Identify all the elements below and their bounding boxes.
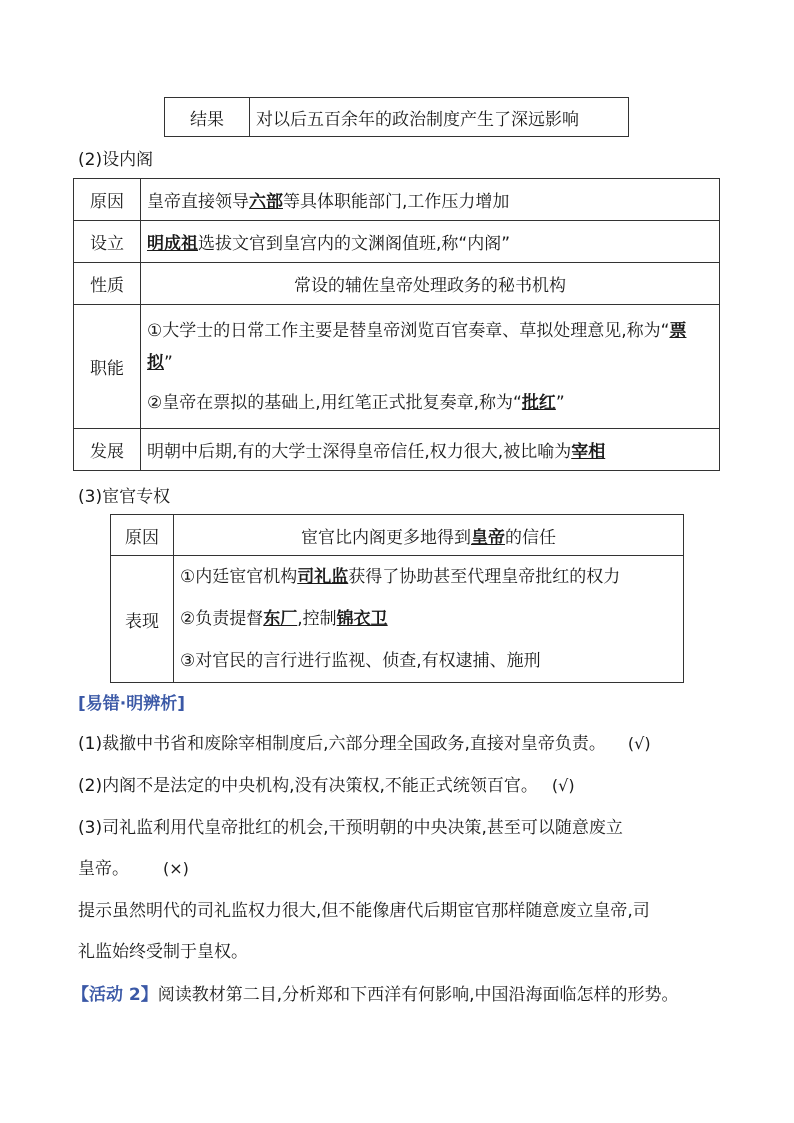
error-mark-3: (×) <box>163 859 189 878</box>
result-text: 对以后五百余年的政治制度产生了深远影响 <box>250 98 629 137</box>
result-label: 结果 <box>165 98 250 137</box>
keyword-piao: 票 <box>669 320 687 341</box>
error-item-3: (3)司礼监利用代皇帝批红的机会,干预明朝的中央决策,甚至可以随意废立 <box>78 818 623 838</box>
error-item-1: (1)裁撤中书省和废除宰相制度后,六部分理全国政务,直接对皇帝负责。 (√) <box>78 734 651 754</box>
eunuch-item3: ③对官民的言行进行监视、侦查,有权逮捕、施刑 <box>180 651 541 671</box>
eunuch-heading: (3)宦官专权 <box>78 487 171 507</box>
eunuch-reason-label: 原因 <box>111 515 174 556</box>
neige-reason-text: 皇帝直接领导六部等具体职能部门,工作压力增加 <box>141 179 720 221</box>
keyword-mingchengzu: 明成祖 <box>147 234 198 254</box>
eunuch-reason-text: 宦官比内阁更多地得到皇帝的信任 <box>174 515 684 556</box>
neige-development-text: 明朝中后期,有的大学士深得皇帝信任,权力很大,被比喻为宰相 <box>141 429 720 471</box>
hint-line-2: 礼监始终受制于皇权。 <box>78 942 248 962</box>
neige-development-label: 发展 <box>74 429 141 471</box>
keyword-silijian: 司礼监 <box>297 567 349 587</box>
eunuch-table <box>110 514 684 683</box>
neige-nature-label: 性质 <box>74 263 141 305</box>
errors-heading: [易错·明辨析] <box>78 694 185 714</box>
keyword-jinyiwei: 锦衣卫 <box>336 609 388 629</box>
error-item-3-cont: 皇帝。 (×) <box>78 859 189 879</box>
keyword-dongchang: 东厂 <box>263 609 298 629</box>
neige-function-text: ①大学士的日常工作主要是替皇帝浏览百官奏章、草拟处理意见,称为“票 拟” ②皇帝在票拟的基础上,用红笔正式批复奏章,称为“批红” <box>141 305 720 429</box>
error-mark-2: (√) <box>551 776 575 795</box>
result-table <box>164 97 629 137</box>
neige-function-label: 职能 <box>74 305 141 429</box>
activity-line <box>72 983 679 1007</box>
keyword-pihong: 批红 <box>521 392 556 413</box>
eunuch-performance-text: ①内廷宦官机构司礼监获得了协助甚至代理皇帝批红的权力 ②负责提督东厂,控制锦衣卫 ③对官民的言行进行监视、侦查,有权逮捕、施刑 <box>174 556 684 683</box>
keyword-liubu: 六部 <box>249 192 283 212</box>
neige-setup-text: 明成祖选拔文官到皇宫内的文渊阁值班,称“内阁” <box>141 221 720 263</box>
error-mark-1: (√) <box>627 734 651 753</box>
hint-line-1: 提示虽然明代的司礼监权力很大,但不能像唐代后期宦官那样随意废立皇帝,司 <box>78 901 650 921</box>
keyword-huangdi: 皇帝 <box>471 527 505 548</box>
keyword-ni: 拟 <box>147 352 164 373</box>
activity-tag: 【活动 2】 <box>72 985 158 1005</box>
keyword-zaixiang: 宰相 <box>571 442 606 462</box>
neige-table <box>73 178 720 471</box>
error-item-2: (2)内阁不是法定的中央机构,没有决策权,不能正式统领百官。 (√) <box>78 776 575 796</box>
eunuch-performance-label: 表现 <box>111 556 174 683</box>
neige-nature-text: 常设的辅佐皇帝处理政务的秘书机构 <box>141 263 720 305</box>
activity-text: 阅读教材第二目,分析郑和下西洋有何影响,中国沿海面临怎样的形势。 <box>157 985 679 1005</box>
neige-setup-label: 设立 <box>74 221 141 263</box>
neige-reason-label: 原因 <box>74 179 141 221</box>
neige-heading: (2)设内阁 <box>78 150 154 170</box>
